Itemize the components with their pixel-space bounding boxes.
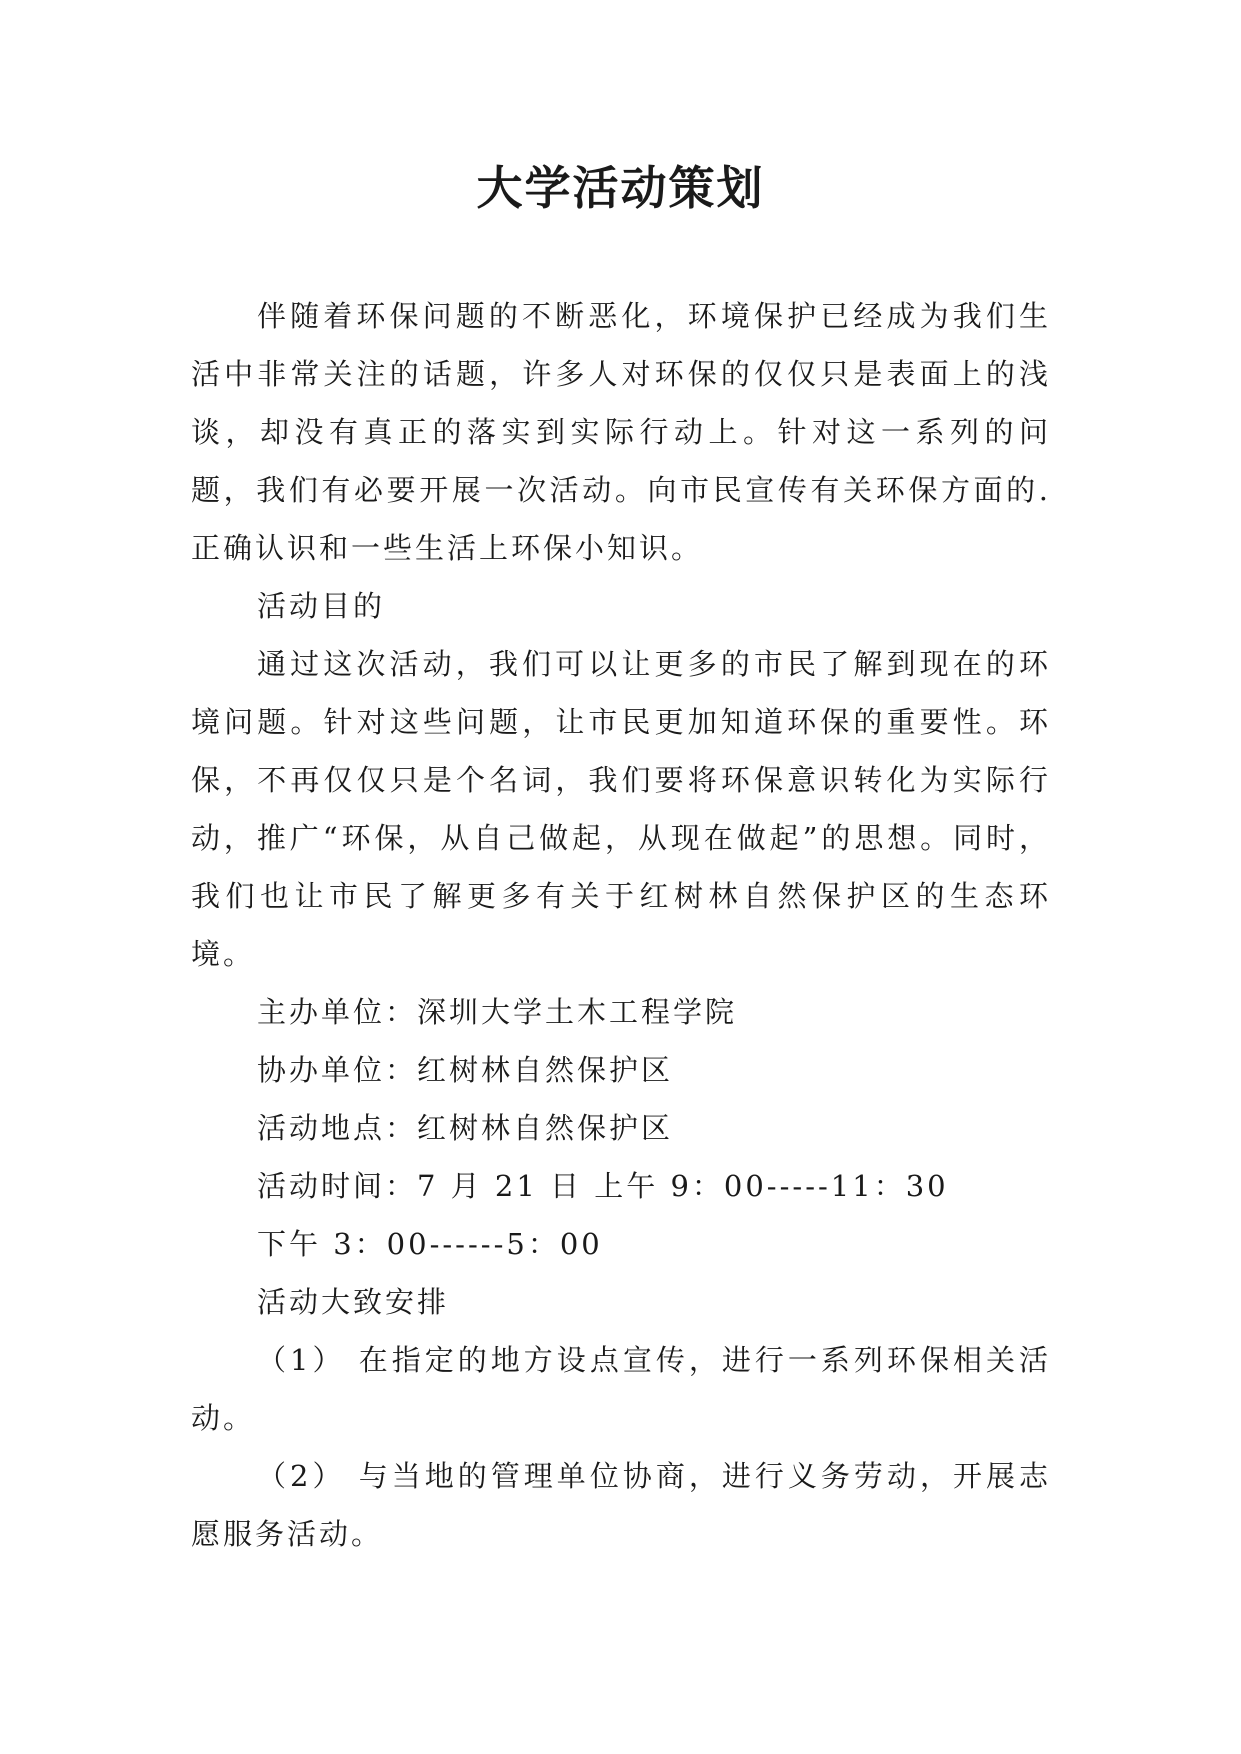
co-organizer-line: 协办单位：红树林自然保护区 — [257, 1053, 674, 1087]
organizer-line: 主办单位：深圳大学土木工程学院 — [257, 995, 738, 1029]
purpose-heading: 活动目的 — [257, 589, 386, 623]
intro-paragraph: 伴随着环保问题的不断恶化，环境保护已经成为我们生活中非常关注的话题，许多人对环保的仅仅只是表面上的浅谈，却没有真正的落实到实际行动上。针对这一系列的问题，我们有必要开展一次活动。向市民宣传有关环保方面的.正确认识和一些生活上环保小知识。 — [191, 299, 1051, 565]
time-morning-line: 活动时间：7 月 21 日 上午 9：00-----11：30 — [257, 1169, 949, 1203]
arrangement-item-1: （1） 在指定的地方设点宣传，进行一系列环保相关活动。 — [191, 1343, 1051, 1435]
location-line: 活动地点：红树林自然保护区 — [257, 1111, 674, 1145]
time-afternoon-line: 下午 3：00------5：00 — [257, 1227, 603, 1261]
arrangement-heading: 活动大致安排 — [257, 1285, 450, 1319]
arrangement-item-2: （2） 与当地的管理单位协商，进行义务劳动，开展志愿服务活动。 — [191, 1459, 1051, 1551]
document-title: 大学活动策划 — [476, 161, 765, 215]
purpose-paragraph: 通过这次活动，我们可以让更多的市民了解到现在的环境问题。针对这些问题，让市民更加知道环保的重要性。环保，不再仅仅只是个名词，我们要将环保意识转化为实际行动，推广“环保，从自己做起，从现在做起”的思想。同时，我们也让市民了解更多有关于红树林自然保护区的生态环境。 — [191, 647, 1051, 971]
document-body — [191, 287, 1051, 1563]
